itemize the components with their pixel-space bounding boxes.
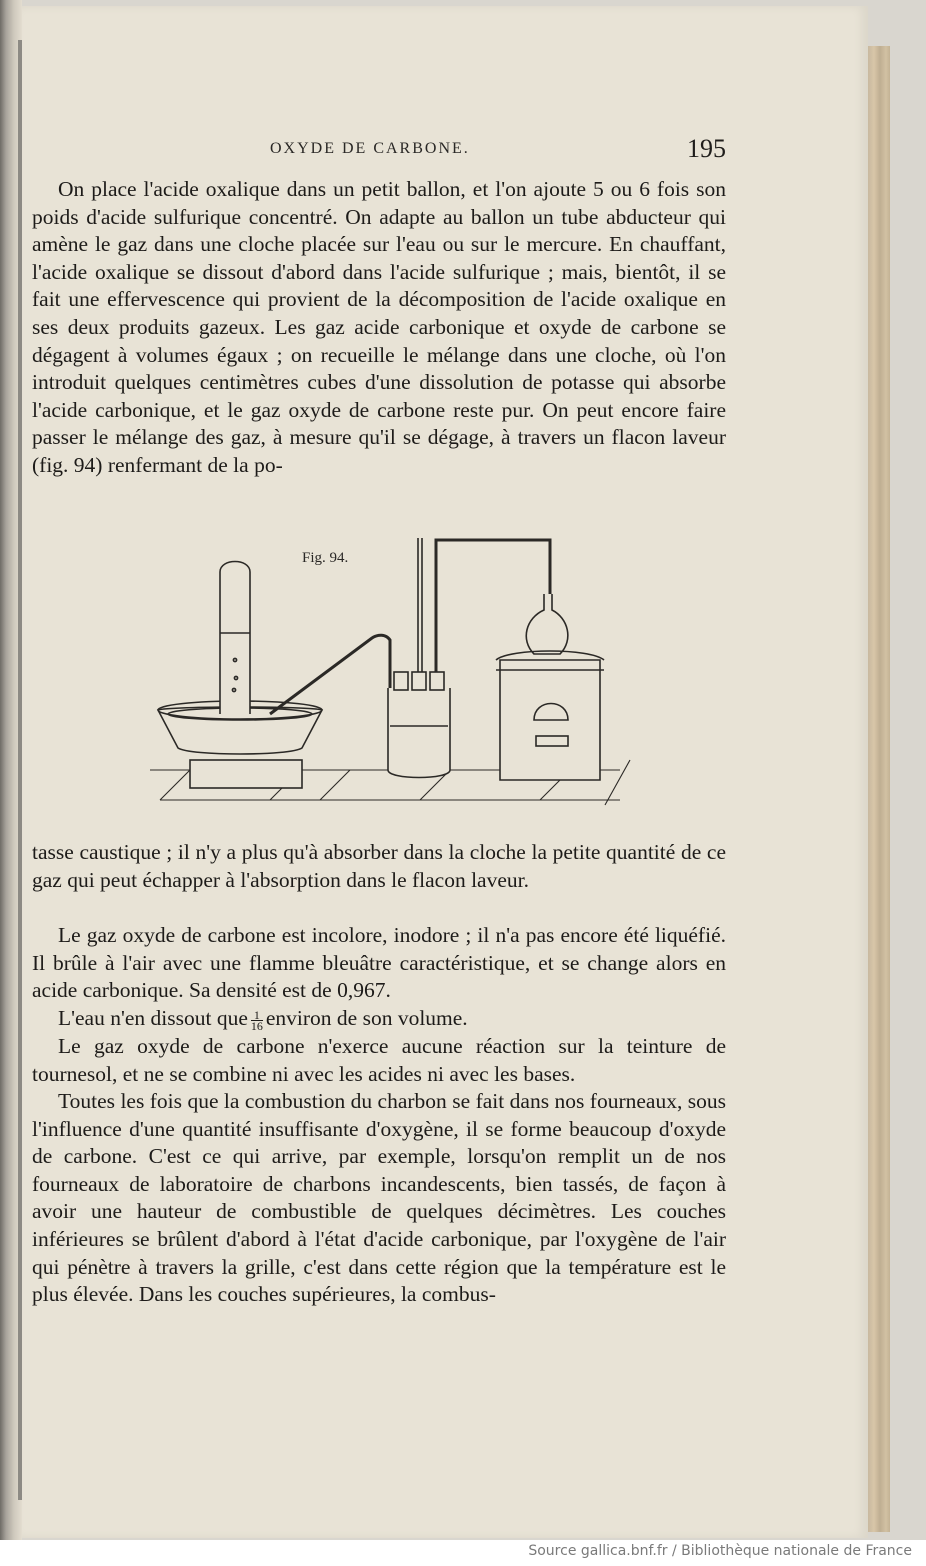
paragraph-text: Le gaz oxyde de carbone est incolore, inodore ; il n'a pas encore été liquéfié. Il brûle à l'air avec une flamme bleuâtre caractéristique, et se change alors en acide carbonique. Sa densité est de 0,967. [32,923,726,1003]
running-head [32,134,726,168]
paragraph-solubility [32,1005,726,1033]
paragraph-text: environ de son volume. [265,1006,468,1030]
paragraph-text: On place l'acide oxalique dans un petit ballon, et l'on ajoute 5 ou 6 fois son poids d'acide sulfurique concentré. On adapte au ballon un tube abducteur qui amène le gaz dans une cloche placée sur l'eau ou sur le mercure. En chauffant, l'acide oxalique se dissout d'abord dans l'acide sulfurique ; mais, bientôt, il se fait une effervescence qui provient de la décomposition de l'acide oxalique en ses deux produits gazeux. Les gaz acide carbonique et oxyde de carbone se dégagent à volumes égaux ; on recueille le mélange dans une cloche, où l'on introduit quelques centimètres cubes d'une dissolution de potasse qui absorbe l'acide carbonique, et le gaz oxyde de carbone reste pur. On peut encore faire passer le mélange des gaz, à mesure qu'il se dégage, à travers un flacon laveur (fig. 94) renfermant de la po- [32,177,726,477]
paragraph-continuation [32,839,726,894]
running-title: OXYDE DE CARBONE. [270,140,470,157]
source-attribution[interactable]: Source gallica.bnf.fr / Bibliothèque nationale de France [528,1543,912,1559]
page-number: 195 [687,134,726,163]
figure-label: Fig. 94. [302,550,349,566]
paragraph-text: Le gaz oxyde de carbone n'exerce aucune réaction sur la teinture de tournesol, et ne se combine ni avec les acides ni avec les bases. [32,1034,726,1086]
paragraph-text: tasse caustique ; il n'y a plus qu'à absorber dans la cloche la petite quantité de ce gaz qui peut échapper à l'absorption dans le flacon laveur. [32,840,726,892]
apparatus-illustration [150,530,670,820]
delivery-tube [270,635,390,714]
paragraph-preparation [32,176,726,480]
paragraph-properties [32,922,726,1005]
paragraph-reaction [32,1033,726,1088]
page-stack-edge [868,46,890,1532]
book-gutter [0,0,22,1540]
paragraph-combustion [32,1088,726,1309]
fraction [250,1007,263,1033]
figure-94 [150,530,670,820]
fraction-numerator: 1 [251,1010,263,1021]
bell-jar [220,562,250,715]
pneumatic-trough [158,701,322,788]
paragraph-text: Toutes les fois que la combustion du charbon se fait dans nos fourneaux, sous l'influence d'une quantité insuffisante d'oxygène, il se forme beaucoup d'oxyde de carbone. C'est ce qui arrive, par exemple, lorsqu'on remplit un de nos fourneaux de laboratoire de charbons incandescents, bien tassés, de façon à avoir une hauteur de combustible de quelques décimètres. Les couches inférieures se brûlent d'abord à l'état d'acide carbonique, par l'oxygène de l'air qui pénètre à travers la grille, c'est dans cette région que la température est le plus élevée. Dans les couches supérieures, la combus- [32,1089,726,1307]
paragraph-text: L'eau n'en dissout que [58,1006,248,1030]
furnace-flask [496,594,604,780]
fraction-denominator: 16 [250,1018,263,1033]
